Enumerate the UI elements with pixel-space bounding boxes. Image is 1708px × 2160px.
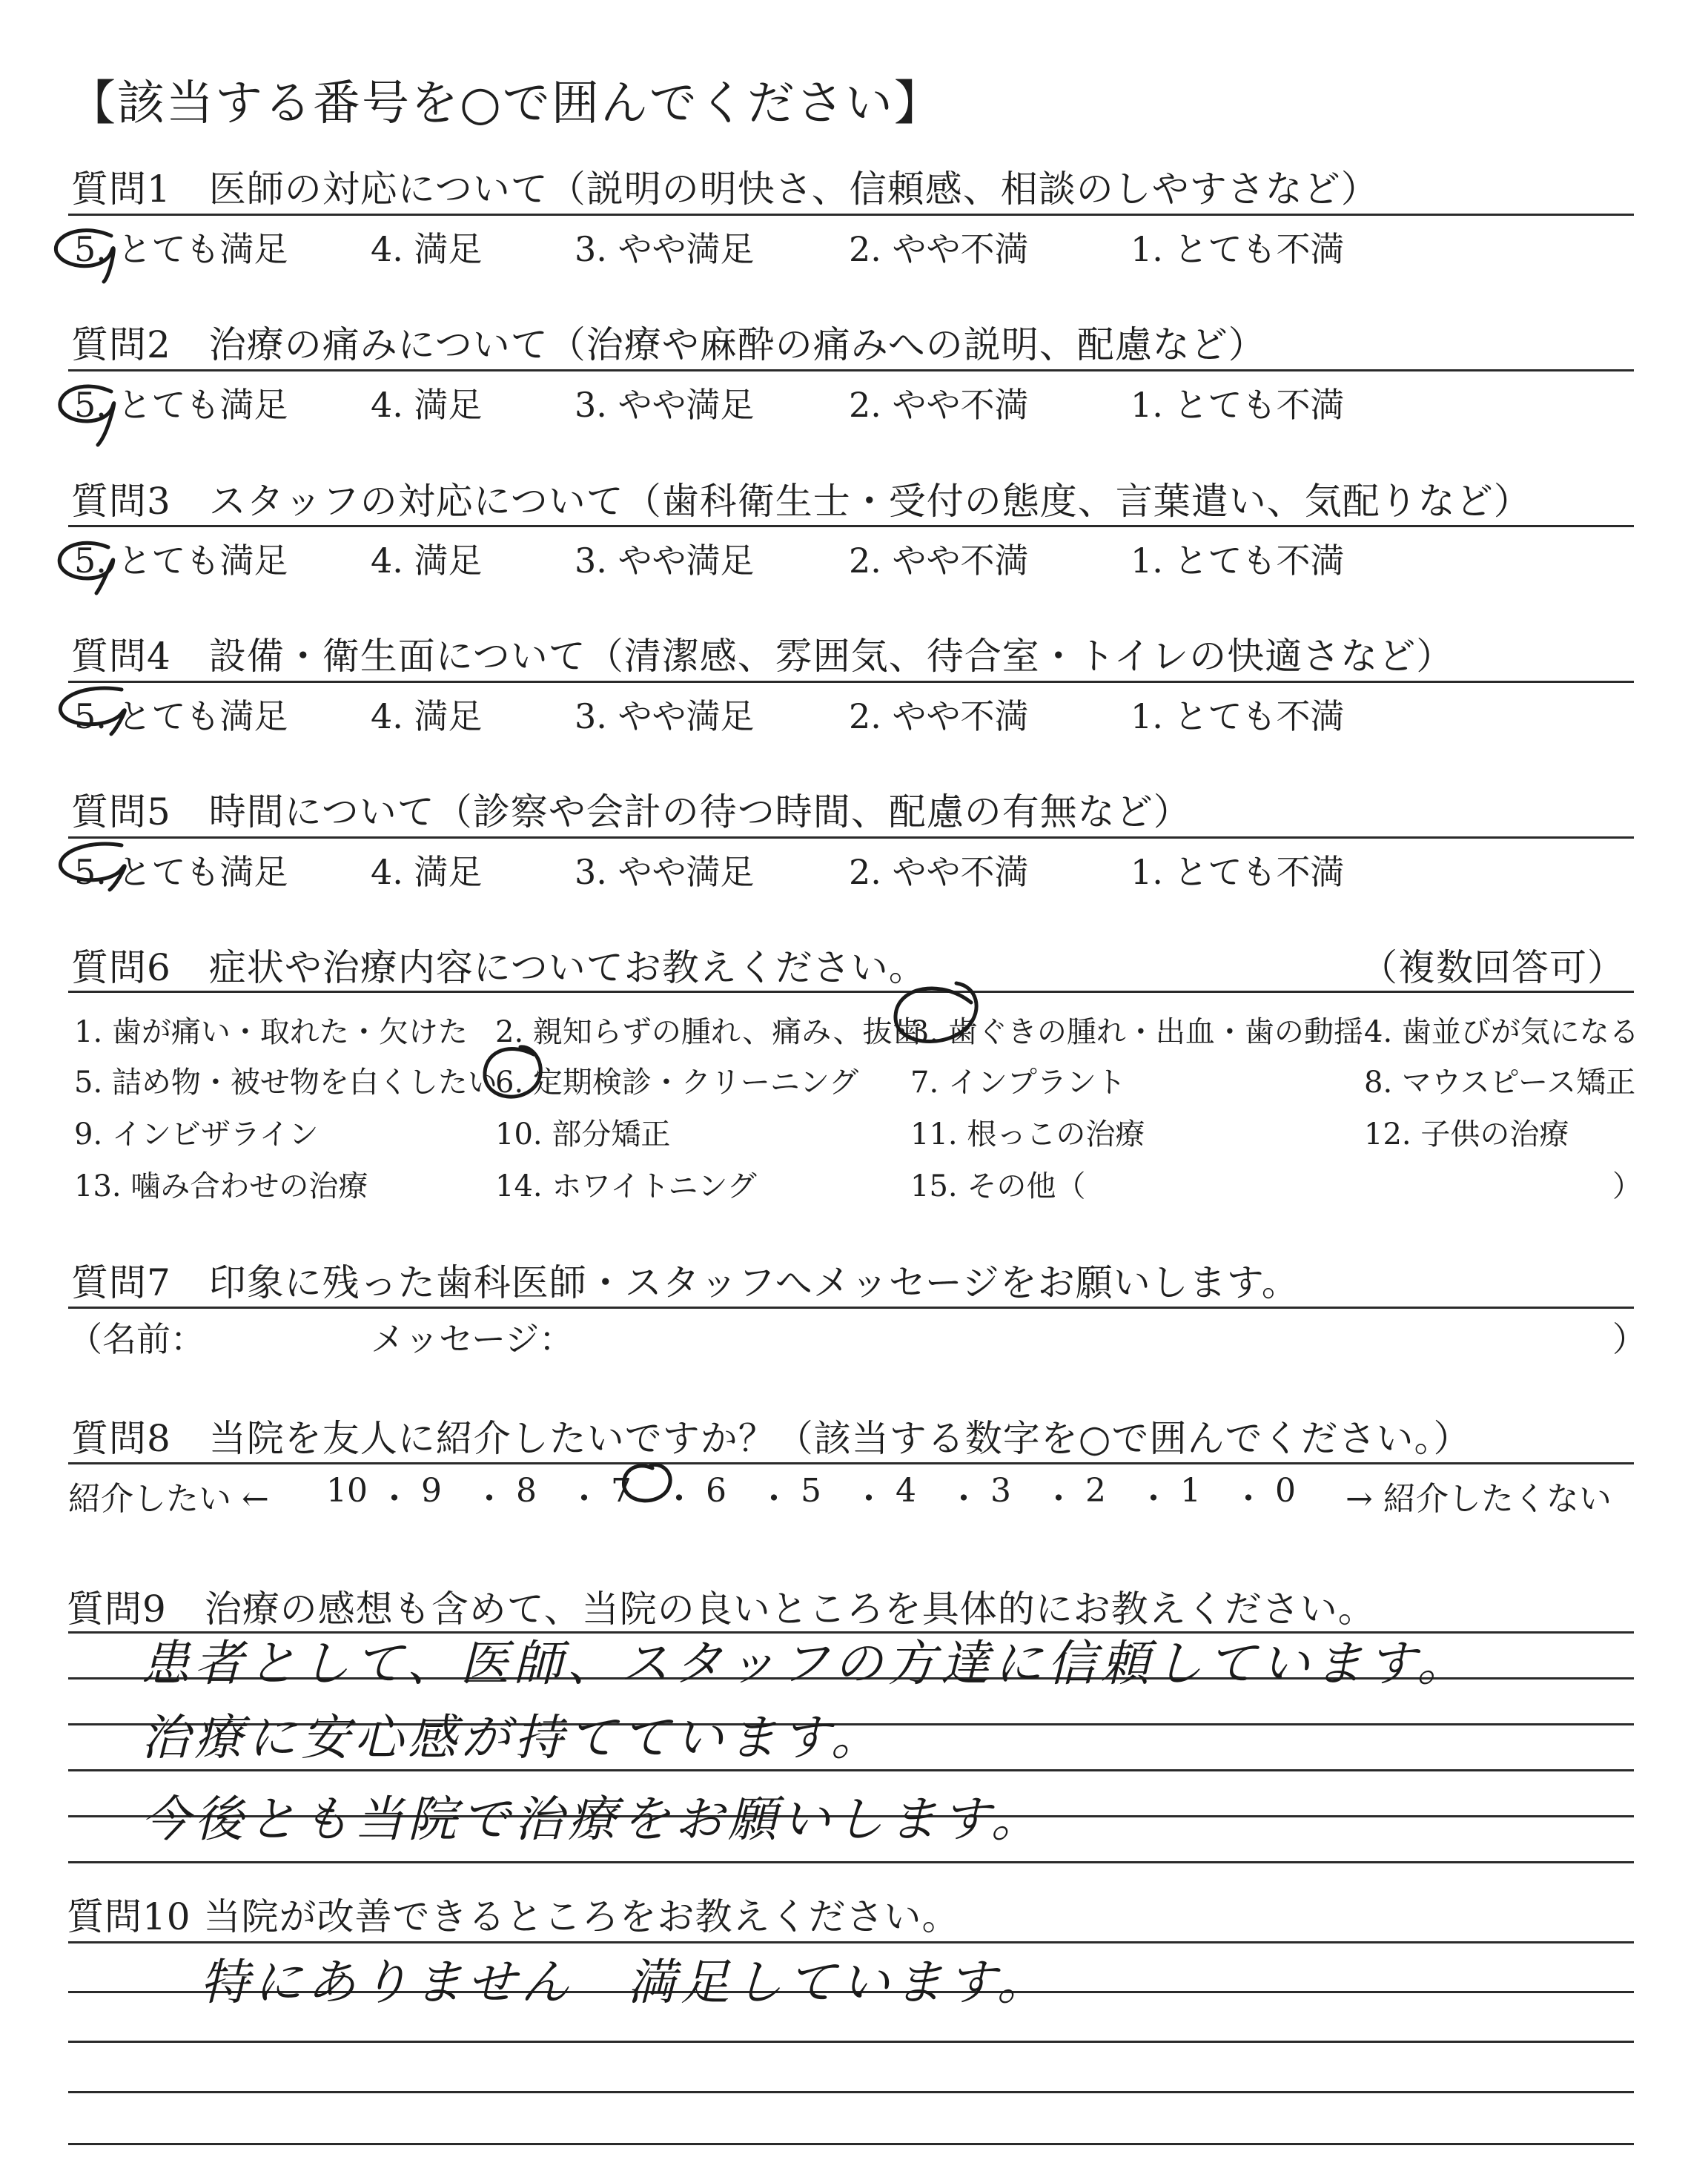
scale-separator-dot: ・ bbox=[1137, 1480, 1170, 1518]
scale-value-10[interactable]: 10 bbox=[326, 1472, 368, 1510]
page-heading: 【該当する番号を○で囲んでください】 bbox=[68, 76, 943, 131]
q6-option-7[interactable]: 7. インプラント bbox=[910, 1066, 1126, 1100]
question-9-title: 質問9 治療の感想も含めて、当院の良いところを具体的にお教えください。 bbox=[67, 1588, 1376, 1631]
scale-value-0[interactable]: 0 bbox=[1275, 1472, 1296, 1510]
option-3[interactable]: 3. やや満足 bbox=[575, 852, 755, 892]
question-1-title: 質問1 医師の対応について（説明の明快さ、信頼感、相談のしやすさなど） bbox=[71, 168, 1379, 211]
answer-line bbox=[68, 2143, 1634, 2145]
option-4[interactable]: 4. 満足 bbox=[371, 385, 483, 425]
scale-separator-dot: ・ bbox=[568, 1480, 600, 1518]
question-7-title: 質問7 印象に残った歯科医師・スタッフへメッセージをお願いします。 bbox=[71, 1261, 1300, 1304]
option-4[interactable]: 4. 満足 bbox=[371, 541, 483, 581]
q6-option-12[interactable]: 12. 子供の治療 bbox=[1364, 1117, 1569, 1152]
option-5[interactable]: 5. とても満足 bbox=[74, 229, 288, 269]
option-2[interactable]: 2. やや不満 bbox=[849, 229, 1029, 269]
q9-answer-line-3: 今後とも当院で治療をお願いします。 bbox=[141, 1791, 1045, 1848]
option-3[interactable]: 3. やや満足 bbox=[575, 541, 755, 581]
q6-option-1[interactable]: 1. 歯が痛い・取れた・欠けた bbox=[74, 1015, 468, 1049]
question-6-note: （複数回答可） bbox=[1360, 946, 1625, 989]
question-2-title: 質問2 治療の痛みについて（治療や麻酔の痛みへの説明、配慮など） bbox=[71, 323, 1266, 366]
scale-right-label: → 紹介したくない bbox=[1345, 1480, 1612, 1518]
scale-separator-dot: ・ bbox=[1042, 1480, 1075, 1518]
option-3[interactable]: 3. やや満足 bbox=[575, 229, 755, 269]
q10-answer-line-1: 特にありません 満足しています。 bbox=[200, 1954, 1050, 2011]
message-close: ） bbox=[1612, 1319, 1646, 1359]
option-3[interactable]: 3. やや満足 bbox=[575, 696, 755, 736]
divider bbox=[68, 1462, 1634, 1464]
q6-option-3[interactable]: 3. 歯ぐきの腫れ・出血・歯の動揺 bbox=[910, 1015, 1363, 1049]
q6-option-8[interactable]: 8. マウスピース矯正 bbox=[1364, 1066, 1636, 1100]
option-5[interactable]: 5. とても満足 bbox=[74, 852, 288, 892]
q6-option-14[interactable]: 14. ホワイトニング bbox=[495, 1169, 757, 1203]
option-1[interactable]: 1. とても不満 bbox=[1131, 385, 1345, 425]
option-1[interactable]: 1. とても不満 bbox=[1131, 229, 1345, 269]
message-label[interactable]: メッセージ： bbox=[371, 1319, 574, 1359]
divider bbox=[68, 836, 1634, 839]
q6-option-2[interactable]: 2. 親知らずの腫れ、痛み、抜歯 bbox=[495, 1015, 922, 1049]
option-2[interactable]: 2. やや不満 bbox=[849, 385, 1029, 425]
answer-line bbox=[68, 1769, 1634, 1771]
q6-option-15-close: ） bbox=[1612, 1169, 1642, 1203]
scale-value-6[interactable]: 6 bbox=[706, 1472, 726, 1510]
q6-option-9[interactable]: 9. インビザライン bbox=[74, 1117, 319, 1152]
q9-answer-line-1: 患者として、医師、スタッフの方達に信頼しています。 bbox=[141, 1635, 1471, 1692]
option-2[interactable]: 2. やや不満 bbox=[849, 852, 1029, 892]
scale-value-9[interactable]: 9 bbox=[421, 1472, 442, 1510]
option-2[interactable]: 2. やや不満 bbox=[849, 541, 1029, 581]
divider bbox=[68, 369, 1634, 371]
q6-option-11[interactable]: 11. 根っこの治療 bbox=[910, 1117, 1145, 1152]
answer-line bbox=[68, 1861, 1634, 1863]
option-4[interactable]: 4. 満足 bbox=[371, 696, 483, 736]
scale-value-7[interactable]: 7 bbox=[611, 1472, 632, 1510]
scale-separator-dot: ・ bbox=[663, 1480, 695, 1518]
name-label: （名前： bbox=[68, 1319, 205, 1359]
scale-value-1[interactable]: 1 bbox=[1180, 1472, 1201, 1510]
option-1[interactable]: 1. とても不満 bbox=[1131, 852, 1345, 892]
q6-option-5[interactable]: 5. 詰め物・被せ物を白くしたい bbox=[74, 1066, 497, 1100]
scale-separator-dot: ・ bbox=[853, 1480, 885, 1518]
answer-line bbox=[68, 2041, 1634, 2043]
scale-separator-dot: ・ bbox=[758, 1480, 790, 1518]
option-2[interactable]: 2. やや不満 bbox=[849, 696, 1029, 736]
divider bbox=[68, 525, 1634, 527]
option-4[interactable]: 4. 満足 bbox=[371, 229, 483, 269]
q6-option-10[interactable]: 10. 部分矯正 bbox=[495, 1117, 671, 1152]
q6-option-6[interactable]: 6. 定期検診・クリーニング bbox=[495, 1066, 859, 1100]
answer-line bbox=[68, 2091, 1634, 2093]
question-5-title: 質問5 時間について（診察や会計の待つ時間、配慮の有無など） bbox=[71, 790, 1191, 833]
scale-separator-dot: ・ bbox=[473, 1480, 506, 1518]
scale-separator-dot: ・ bbox=[378, 1480, 411, 1518]
question-4-title: 質問4 設備・衛生面について（清潔感、雰囲気、待合室・トイレの快適さなど） bbox=[71, 635, 1454, 678]
scale-separator-dot: ・ bbox=[1232, 1480, 1265, 1518]
q6-option-4[interactable]: 4. 歯並びが気になる bbox=[1364, 1015, 1639, 1049]
question-10-title: 質問10 当院が改善できるところをお教えください。 bbox=[67, 1895, 960, 1938]
option-4[interactable]: 4. 満足 bbox=[371, 852, 483, 892]
question-6-title: 質問6 症状や治療内容についてお教えください。 bbox=[71, 946, 927, 989]
option-5[interactable]: 5. とても満足 bbox=[74, 541, 288, 581]
scale-left-label: 紹介したい ← bbox=[68, 1480, 269, 1518]
divider bbox=[68, 991, 1634, 993]
q6-option-13[interactable]: 13. 噛み合わせの治療 bbox=[74, 1169, 368, 1203]
option-3[interactable]: 3. やや満足 bbox=[575, 385, 755, 425]
option-5[interactable]: 5. とても満足 bbox=[74, 385, 288, 425]
scale-value-5[interactable]: 5 bbox=[801, 1472, 821, 1510]
divider bbox=[68, 681, 1634, 683]
option-5[interactable]: 5. とても満足 bbox=[74, 696, 288, 736]
question-3-title: 質問3 スタッフの対応について（歯科衛生士・受付の態度、言葉遣い、気配りなど） bbox=[71, 480, 1532, 523]
scale-value-4[interactable]: 4 bbox=[896, 1472, 916, 1510]
question-8-title: 質問8 当院を友人に紹介したいですか？（該当する数字を○で囲んでください。） bbox=[71, 1417, 1472, 1460]
option-1[interactable]: 1. とても不満 bbox=[1131, 696, 1345, 736]
q9-answer-line-2: 治療に安心感が持てています。 bbox=[141, 1709, 884, 1766]
divider bbox=[68, 214, 1634, 216]
q6-option-15[interactable]: 15. その他（ bbox=[910, 1169, 1086, 1203]
divider bbox=[68, 1307, 1634, 1309]
scale-value-2[interactable]: 2 bbox=[1085, 1472, 1106, 1510]
option-1[interactable]: 1. とても不満 bbox=[1131, 541, 1345, 581]
scale-separator-dot: ・ bbox=[947, 1480, 980, 1518]
scale-value-8[interactable]: 8 bbox=[516, 1472, 537, 1510]
scale-value-3[interactable]: 3 bbox=[990, 1472, 1011, 1510]
